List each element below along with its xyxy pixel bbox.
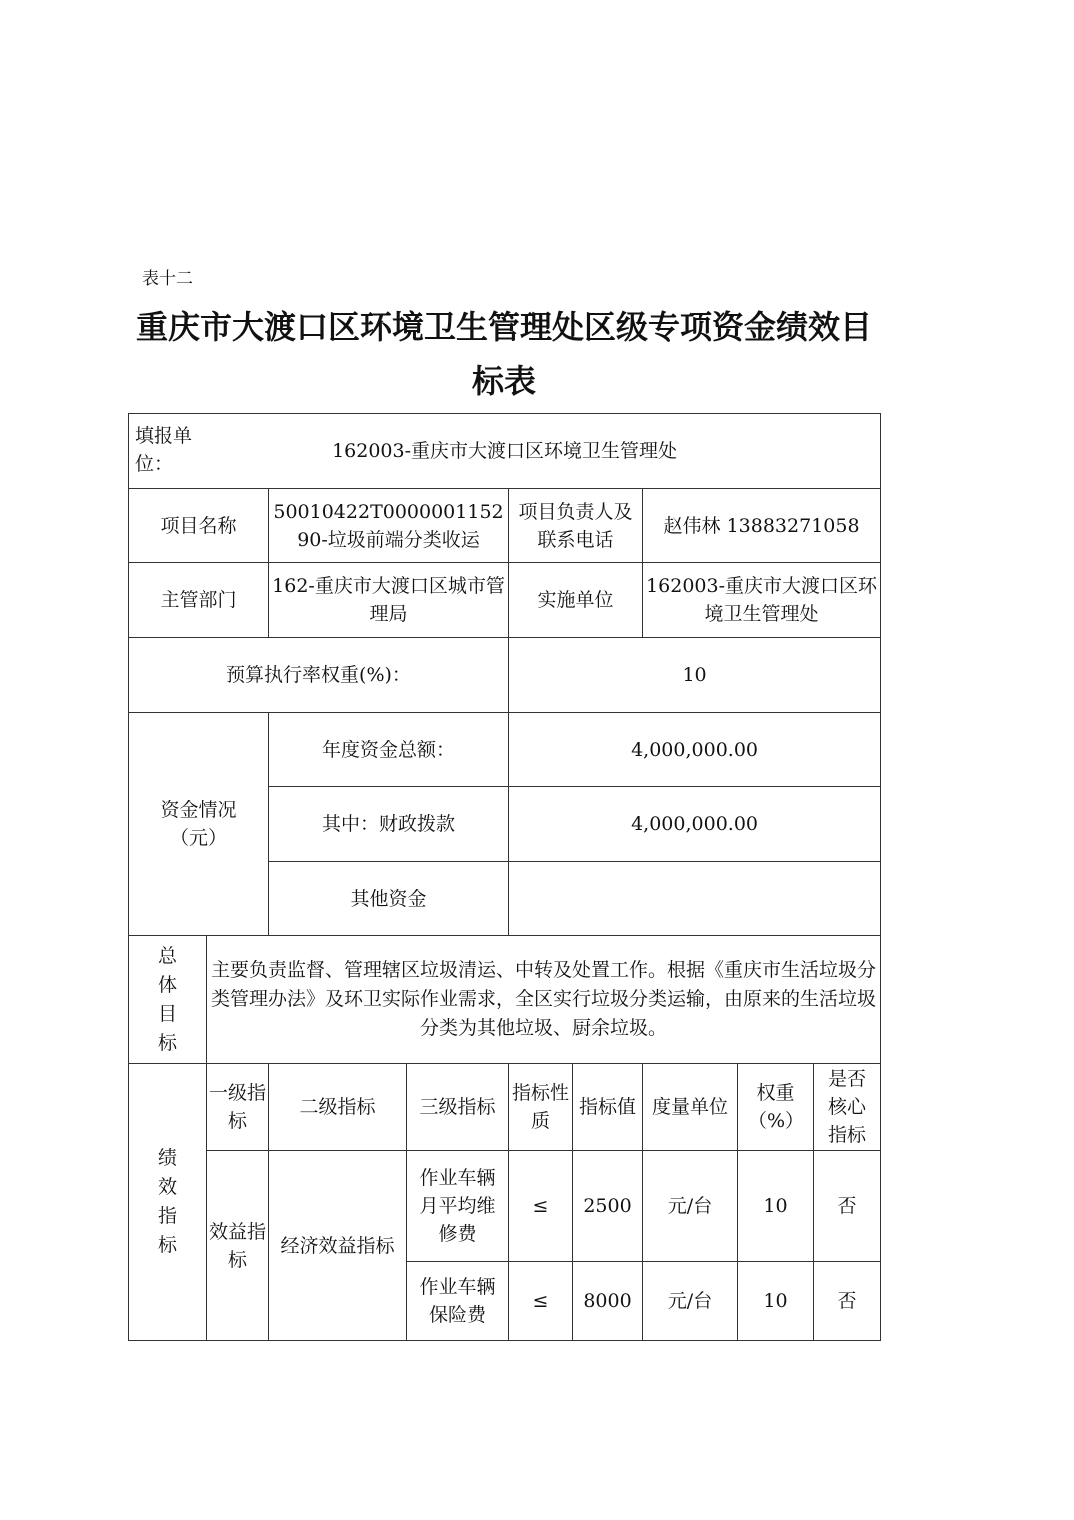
implementing-unit-label: 实施单位 [509, 563, 643, 638]
overall-goal-text: 主要负责监督、管理辖区垃圾清运、中转及处置工作。根据《重庆市生活垃圾分类管理办法》及环卫实际作业需求，全区实行垃圾分类运输，由原来的生活垃圾分类为其他垃圾、厨余垃圾。 [207, 936, 881, 1064]
budget-rate-weight-label: 预算执行率权重(%)： [129, 638, 509, 713]
level3-value: 作业车辆月平均维修费 [407, 1151, 509, 1262]
header-value: 指标值 [573, 1064, 643, 1151]
core-value: 否 [814, 1151, 881, 1262]
header-nature: 指标性质 [509, 1064, 573, 1151]
project-leader-value: 赵伟林 13883271058 [643, 489, 881, 563]
project-name-value: 50010422T000000115290-垃圾前端分类收运 [269, 489, 509, 563]
supervising-dept-label: 主管部门 [129, 563, 269, 638]
funding-row-value: 4,000,000.00 [509, 787, 881, 862]
table-row [129, 1151, 881, 1262]
level3-value: 作业车辆保险费 [407, 1262, 509, 1341]
table-tag: 表十二 [142, 269, 193, 289]
implementing-unit-value: 162003-重庆市大渡口区环境卫生管理处 [643, 563, 881, 638]
header-level2: 二级指标 [269, 1064, 407, 1151]
nature-value: ≤ [509, 1151, 573, 1262]
reporting-unit-label: 填报单位： [135, 425, 193, 475]
header-core: 是否核心指标 [814, 1064, 881, 1151]
funding-row-label: 其中：财政拨款 [269, 787, 509, 862]
reporting-unit-row [129, 414, 881, 489]
unit-value: 元/台 [643, 1151, 738, 1262]
funding-row-value [509, 862, 881, 936]
level2-value: 经济效益指标 [269, 1151, 407, 1341]
project-name-label: 项目名称 [129, 489, 269, 563]
indicators-label: 绩效指标 [157, 1147, 177, 1256]
funding-row-label: 年度资金总额： [269, 713, 509, 787]
unit-value: 元/台 [643, 1262, 738, 1341]
supervising-dept-value: 162-重庆市大渡口区城市管理局 [269, 563, 509, 638]
project-leader-label: 项目负责人及联系电话 [509, 489, 643, 563]
funding-label: 资金情况（元） [129, 713, 269, 936]
core-value: 否 [814, 1262, 881, 1341]
overall-goal-label: 总体目标 [157, 944, 177, 1054]
target-value: 2500 [573, 1151, 643, 1262]
level1-value: 效益指标 [207, 1151, 269, 1341]
performance-table [128, 413, 881, 1341]
funding-row-label: 其他资金 [269, 862, 509, 936]
reporting-unit-value: 162003-重庆市大渡口区环境卫生管理处 [332, 440, 678, 462]
budget-rate-weight-value: 10 [509, 638, 881, 713]
header-level3: 三级指标 [407, 1064, 509, 1151]
header-weight: 权重（%） [738, 1064, 814, 1151]
header-level1: 一级指标 [207, 1064, 269, 1151]
weight-value: 10 [738, 1151, 814, 1262]
weight-value: 10 [738, 1262, 814, 1341]
target-value: 8000 [573, 1262, 643, 1341]
page-title: 重庆市大渡口区环境卫生管理处区级专项资金绩效目标表 [135, 308, 872, 400]
header-unit: 度量单位 [643, 1064, 738, 1151]
funding-row-value: 4,000,000.00 [509, 713, 881, 787]
nature-value: ≤ [509, 1262, 573, 1341]
